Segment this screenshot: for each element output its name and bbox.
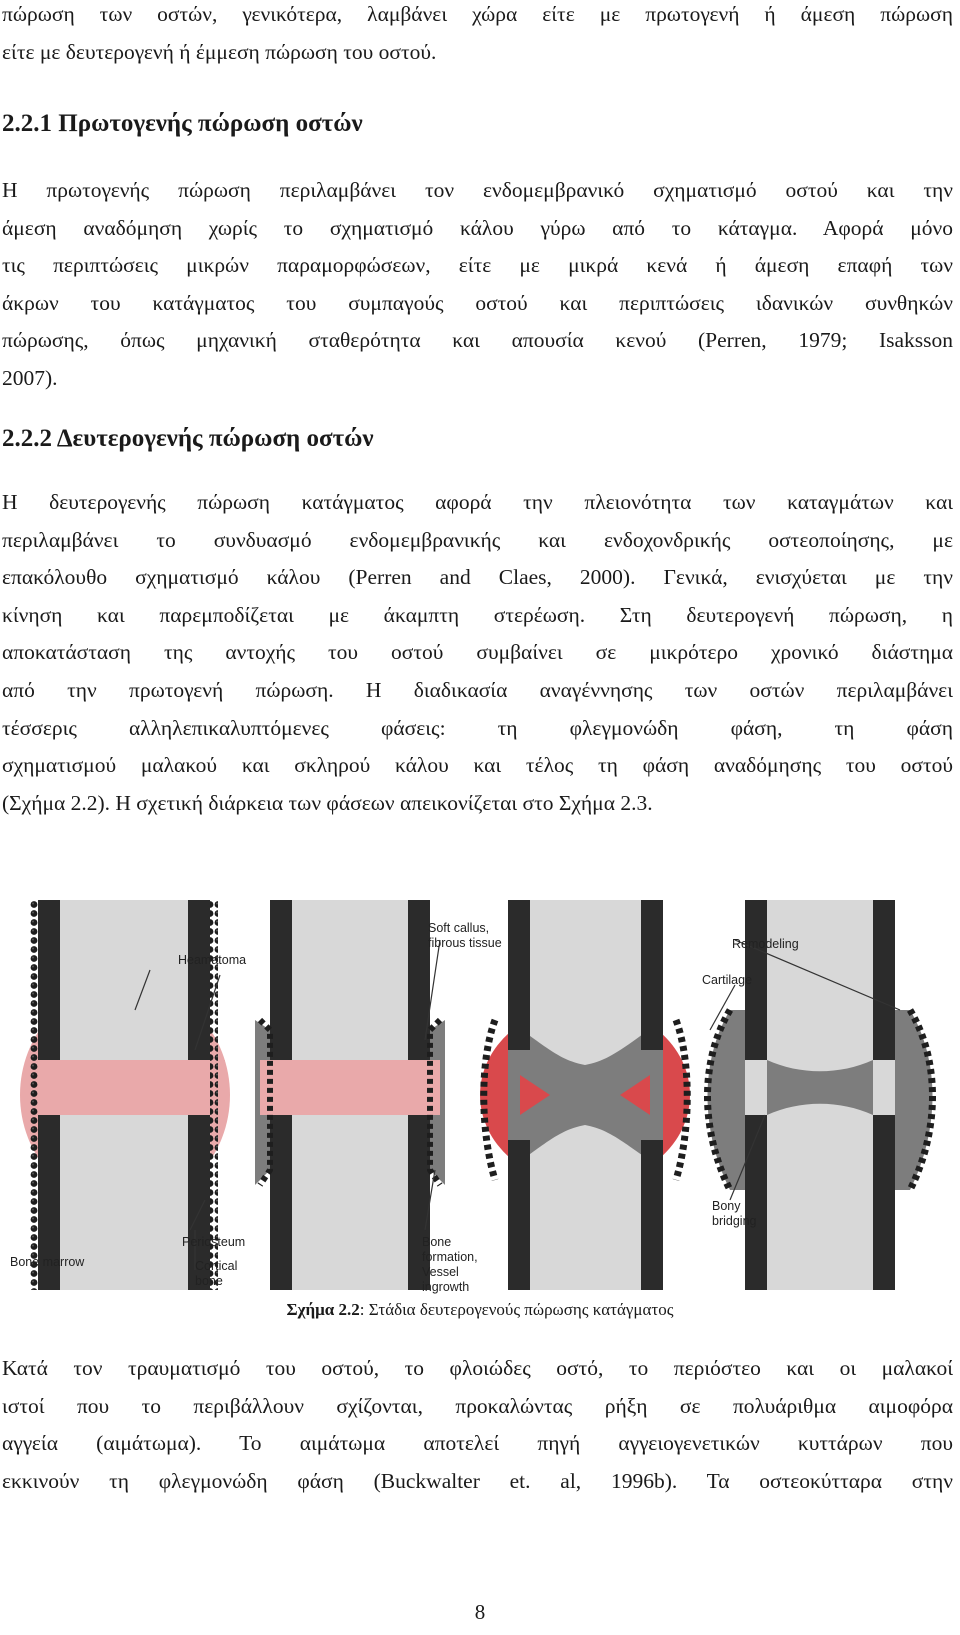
panel-hard-callus xyxy=(480,900,690,1290)
text-line: Η πρωτογενής πώρωση περιλαμβάνει τον ενδομεμβρανικό σχηματισμό οστού και την xyxy=(2,178,953,202)
injury-paragraph xyxy=(2,1350,953,1500)
text-line: πώρωση των οστών, γενικότερα, λαμβάνει χώρα είτε με πρωτογενή ή άμεση πώρωση xyxy=(2,2,953,26)
text-line: επακόλουθο σχηματισμό κάλου (Perren and Claes, 2000). Γενικά, ενισχύεται με την xyxy=(2,565,953,590)
fracture-healing-diagram xyxy=(10,900,950,1294)
label-ingrowth: ingrowth xyxy=(422,1280,470,1294)
cortical-bone xyxy=(38,900,60,1060)
text-line: εκκινούν τη φλεγμονώδη φάση (Buckwalter et. al, 1996b). Τα οστεοκύτταρα στην xyxy=(2,1468,953,1493)
text-line: Κατά τον τραυματισμό του οστού, το φλοιώδες οστό, το περιόστεο και οι μαλακοί xyxy=(2,1356,953,1380)
text-line: σχηματισμού μαλακού και σκληρού κάλου και τέλος τη φάση αναδόμησης του οστού xyxy=(2,753,953,778)
text-line: τέσσερις αλληλεπικαλυπτόμενες φάσεις: τη φλεγμονώδη φάση, τη φάση xyxy=(2,715,953,740)
figure-fracture-healing-stages xyxy=(10,900,950,1294)
label-cartilage: Cartilage xyxy=(702,973,753,987)
label-bone: bone xyxy=(195,1274,223,1288)
caption-label: Σχήμα 2.2 xyxy=(286,1300,360,1319)
text-line: περιλαμβάνει το συνδυασμό ενδομεμβρανικής και ενδοχονδρικής οστεοποίησης, με xyxy=(2,527,953,552)
text-line: από την πρωτογενή πώρωση. Η διαδικασία αναγέννησης των οστών περιλαμβάνει xyxy=(2,677,953,702)
panel-soft-callus xyxy=(255,900,445,1290)
text-line: 2007). xyxy=(2,365,58,390)
section-heading-primary: 2.2.1 Πρωτογενής πώρωση οστών xyxy=(2,110,363,137)
text-line: είτε με δευτερογενή ή έμμεση πώρωση του οστού. xyxy=(2,39,437,64)
text-line: τις περιπτώσεις μικρών παραμορφώσεων, είτε με μικρά κενά ή άμεση επαφή των xyxy=(2,253,953,278)
label-soft-callus: Soft callus, xyxy=(428,921,490,935)
label-bone-formation: Bone xyxy=(422,1235,452,1249)
label-bony-bridging: Bony xyxy=(712,1199,741,1213)
section-heading-secondary: 2.2.2 Δευτερογενής πώρωση οστών xyxy=(2,425,374,452)
panel-remodeling xyxy=(708,900,933,1290)
text-line: Η δευτερογενής πώρωση κατάγματος αφορά την πλειονότητα των καταγμάτων και xyxy=(2,490,953,514)
intro-paragraph xyxy=(2,0,953,71)
page-number: 8 xyxy=(474,1600,486,1624)
figure-caption xyxy=(0,1300,960,1320)
label-remodeling: Remodeling xyxy=(732,937,799,951)
caption-text: : Στάδια δευτερογενούς πώρωσης κατάγματος xyxy=(359,1300,674,1319)
text-line: άκρων του κατάγματος του συμπαγούς οστού και περιπτώσεις ιδανικών συνθηκών xyxy=(2,290,953,315)
label-cortical: Cortical xyxy=(195,1259,238,1273)
label-periosteum: Periosteum xyxy=(182,1235,246,1249)
text-line: κίνηση και παρεμποδίζεται με άκαμπτη στερέωση. Στη δευτερογενή πώρωση, η xyxy=(2,602,953,627)
text-line: αγγεία (αιμάτωμα). Το αιμάτωμα αποτελεί πηγή αγγειογενετικών κυττάρων που xyxy=(2,1431,953,1456)
text-line: αποκατάσταση της αντοχής του οστού συμβαίνει σε μικρότερο χρονικό διάστημα xyxy=(2,640,953,665)
label-fibrous-tissue: fibrous tissue xyxy=(428,936,502,950)
text-line: ιστοί που το περιβάλλουν σχίζονται, προκαλώντας ρήξη σε πολυάριθμα αιμοφόρα xyxy=(2,1393,953,1418)
label-bone-marrow: Bone marrow xyxy=(10,1255,85,1269)
label-formation: formation, xyxy=(422,1250,478,1264)
primary-healing-paragraph xyxy=(2,172,953,398)
label-vessel: Vessel xyxy=(422,1265,459,1279)
text-line: πώρωσης, όπως μηχανική σταθερότητα και απουσία κενού (Perren, 1979; Isaksson xyxy=(2,328,953,353)
text-line: άμεση αναδόμηση χωρίς το σχηματισμό κάλου γύρω από το κάταγμα. Αφορά μόνο xyxy=(2,215,953,240)
text-line: (Σχήμα 2.2). Η σχετική διάρκεια των φάσεων απεικονίζεται στο Σχήμα 2.3. xyxy=(2,790,653,815)
secondary-healing-paragraph xyxy=(2,484,953,822)
label-heamatoma: Heamatoma xyxy=(178,953,247,967)
label-bridging: bridging xyxy=(712,1214,757,1228)
